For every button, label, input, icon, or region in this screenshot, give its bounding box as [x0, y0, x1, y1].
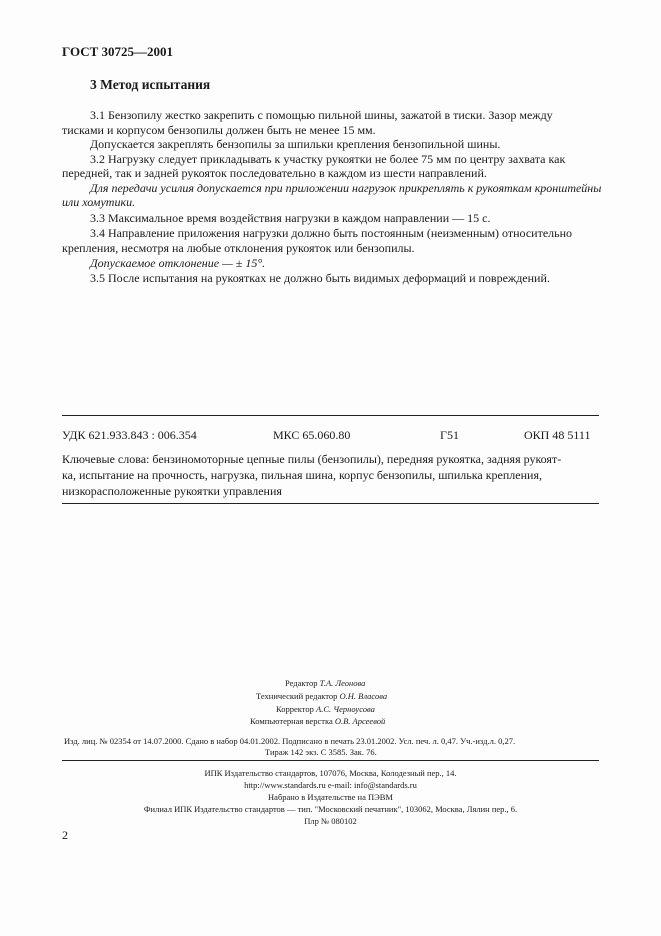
- paragraph-3-4-italic-note: Допускаемое отклонение — ± 15°.: [90, 256, 266, 270]
- keywords-line-3: низкорасположенные рукоятки управления: [62, 484, 282, 498]
- divider-imprint: [62, 760, 599, 761]
- credit-tech-editor: [256, 690, 387, 703]
- imprint-line-6: Филиал ИПК Издательство стандартов — тип. "Московский печатник", 103062, Москва, Лялин пер., 6.: [143, 804, 518, 814]
- imprint-line-2: Тираж 142 экз. С 3585. Зак. 76.: [265, 747, 377, 757]
- paragraph-3-1-line-2: тисками и корпусом бензопилы должен быть не менее 15 мм.: [62, 123, 376, 137]
- imprint-line-4: http://www.standards.ru e-mail: info@standards.ru: [244, 780, 417, 790]
- credit-corrector: [276, 703, 375, 716]
- divider-keywords: [62, 503, 599, 504]
- divider-top: [62, 415, 599, 416]
- credit-editor: [285, 677, 365, 690]
- credit-layout: [250, 715, 385, 728]
- credit-tech-label: Технический редактор: [256, 691, 338, 701]
- credit-layout-label: Компьютерная верстка: [250, 716, 333, 726]
- credit-corr-name: А.С. Черноусова: [316, 704, 375, 714]
- imprint-line-7: Плр № 080102: [304, 816, 357, 826]
- g-code: Г51: [440, 428, 459, 442]
- paragraph-3-2-italic-note-1: Для передачи усилия допускается при приложении нагрузок прикреплять к рукояткам кронштейны: [90, 181, 602, 195]
- udk-code: УДК 621.933.843 : 006.354: [62, 428, 197, 442]
- paragraph-3-2-line-2: передней, так и задней рукояток последовательно в каждом из шести направлений.: [62, 166, 487, 180]
- imprint-line-5: Набрано в Издательстве на ПЭВМ: [268, 792, 393, 802]
- document-header: ГОСТ 30725—2001: [62, 44, 174, 59]
- paragraph-3-1-line-1: 3.1 Бензопилу жестко закрепить с помощью пильной шины, зажатой в тиски. Зазор между: [90, 108, 553, 122]
- credit-corr-label: Корректор: [276, 704, 314, 714]
- credit-tech-name: О.Н. Власова: [339, 691, 388, 701]
- credit-layout-name: О.В. Арсеевой: [334, 716, 386, 726]
- mks-code: МКС 65.060.80: [273, 428, 351, 442]
- paragraph-3-2-line-1: 3.2 Нагрузку следует прикладывать к участку рукоятки не более 75 мм по центру захвата как: [90, 152, 566, 166]
- okp-code: ОКП 48 5111: [524, 428, 591, 442]
- paragraph-3-5: 3.5 После испытания на рукоятках не должно быть видимых деформаций и повреждений.: [90, 271, 550, 285]
- paragraph-3-4-line-1: 3.4 Направление приложения нагрузки должно быть постоянным (неизменным) относительно: [90, 226, 573, 240]
- credit-editor-name: Т.А. Леонова: [319, 678, 366, 688]
- paragraph-3-3: 3.3 Максимальное время воздействия нагрузки в каждом направлении — 15 с.: [90, 211, 491, 225]
- page-number: 2: [62, 828, 68, 842]
- paragraph-3-2-italic-note-2: или хомутики.: [62, 195, 136, 209]
- credit-editor-label: Редактор: [285, 678, 318, 688]
- imprint-line-3: ИПК Издательство стандартов, 107076, Москва, Колодезный пер., 14.: [204, 768, 457, 778]
- keywords-line-1: Ключевые слова: бензиномоторные цепные пилы (бензопилы), передняя рукоятка, задняя рукоят-: [62, 452, 562, 466]
- imprint-line-1: Изд. лиц. № 02354 от 14.07.2000. Сдано в набор 04.01.2002. Подписано в печать 23.01.2002. Усл. печ. л. 0,47. Уч.-изд.л. 0,27.: [64, 736, 516, 746]
- paragraph-3-1-note: Допускается закреплять бензопилы за шпильки крепления бензопильной шины.: [90, 137, 501, 151]
- section-title: 3 Метод испытания: [90, 77, 211, 92]
- keywords-line-2: ка, испытание на прочность, нагрузка, пильная шина, корпус бензопилы, шпилька крепления,: [62, 468, 542, 482]
- paragraph-3-4-line-2: крепления, несмотря на любые отклонения рукояток или бензопилы.: [62, 241, 415, 255]
